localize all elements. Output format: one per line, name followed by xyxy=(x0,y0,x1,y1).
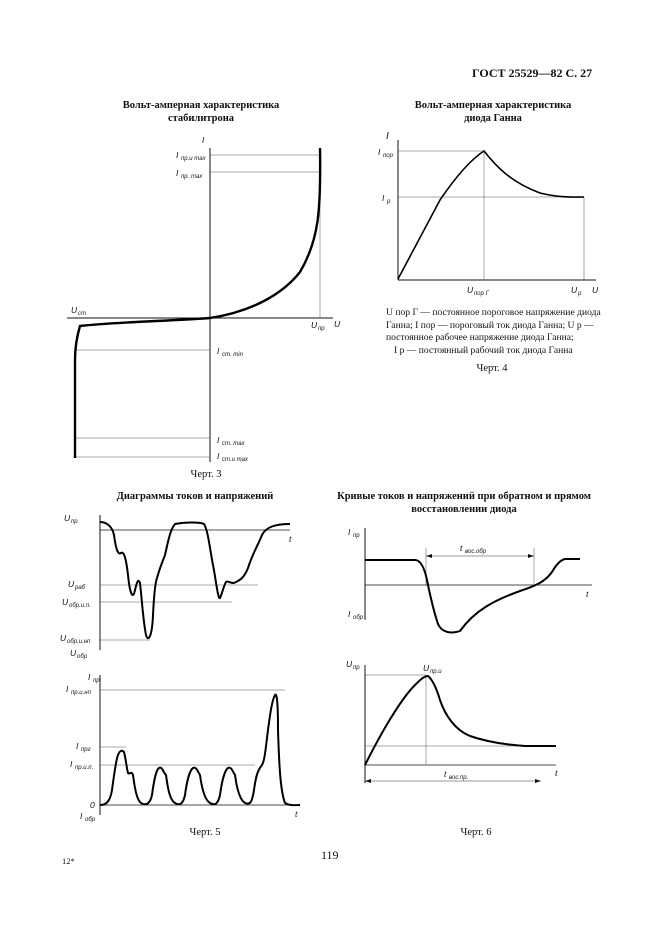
fig4-legend-line2: Ганна; I пор — пороговый ток диода Ганна; U р — xyxy=(386,319,594,331)
fig4-caption: Черт. 4 xyxy=(476,363,508,374)
fig4-label-ipor: I xyxy=(378,147,381,157)
fig4-title-line2: диода Ганна xyxy=(464,113,522,124)
fig6-label-tvosobr-sub: вос.обр xyxy=(465,549,487,555)
fig4-legend-line1: U пор Г — постоянное пороговое напряжение диода xyxy=(386,307,601,318)
fig6-tvospr-arrow-right xyxy=(535,779,541,783)
fig6-voltage-curve xyxy=(365,676,556,765)
fig6-label-t2: t xyxy=(555,768,558,778)
fig3-label-ust-sub: ст xyxy=(78,311,86,317)
fig5-label-iprip: I xyxy=(70,759,73,769)
fig5-label-t: t xyxy=(289,534,292,544)
fig5-current-voltage-diagrams xyxy=(55,505,310,825)
fig3-caption: Черт. 3 xyxy=(190,469,222,480)
fig5-label-urab-sub: раб xyxy=(75,585,86,591)
fig6-label-ipr: I xyxy=(348,527,351,537)
fig6-title-line2: восстановлении диода xyxy=(411,504,517,515)
fig5-label-upr-sub: пр xyxy=(71,519,78,525)
fig5-voltage-curve xyxy=(100,522,290,638)
fig3-label-istimax: I xyxy=(217,451,220,461)
fig5-label-iprinp-sub: пр.и.нп xyxy=(71,690,91,696)
fig5-label-iprg: I xyxy=(76,741,79,751)
fig6-label-tvospr: t xyxy=(444,769,447,779)
fig3-label-istmax: I xyxy=(217,435,220,445)
fig4-label-ip-sub: р xyxy=(387,199,391,205)
fig5-label-t2: t xyxy=(295,809,298,819)
fig5-label-uobrinp: U xyxy=(60,633,67,643)
fig5-label-ipr-sub: пр xyxy=(93,678,100,684)
fig4-title xyxy=(388,99,598,125)
fig3-title-line1: Вольт-амперная характеристика xyxy=(122,100,280,111)
fig3-label-iprimax: I xyxy=(176,150,179,160)
fig3-label-upr: U xyxy=(311,320,318,330)
fig6-recovery-curves-diagram xyxy=(330,515,600,815)
fig6-label-iobr-sub: обр xyxy=(353,615,364,621)
fig3-label-i: I xyxy=(202,135,205,145)
fig5-label-iobr: I xyxy=(80,811,83,821)
fig5-caption: Черт. 5 xyxy=(189,827,221,838)
fig6-label-tvosobr: t xyxy=(460,543,463,553)
fig6-tvosobr-arrow-right xyxy=(528,554,534,558)
fig6-label-upri: U xyxy=(423,663,430,673)
fig6-label-upr-sub: пр xyxy=(353,665,360,671)
fig4-legend-line3: постоянное рабочее напряжение диода Ганна; xyxy=(386,332,574,344)
fig4-label-up-sub: р xyxy=(578,291,582,297)
fig6-caption: Черт. 6 xyxy=(460,827,492,838)
fig3-title-line2: стабилитрона xyxy=(167,113,235,124)
fig3-label-iprmax: I xyxy=(176,168,179,178)
fig5-label-iprinp: I xyxy=(66,684,69,694)
fig5-label-urab: U xyxy=(68,579,75,589)
fig4-label-uporg-sub: пор Г xyxy=(474,291,489,297)
fig4-label-u: U xyxy=(592,285,599,295)
fig4-iv-curve xyxy=(398,151,584,279)
fig5-label-uobrip: U xyxy=(62,597,69,607)
fig5-label-ipr: I xyxy=(88,672,91,682)
fig6-label-upri-sub: пр.и xyxy=(430,669,442,675)
page-number: 119 xyxy=(321,848,339,862)
fig6-label-iobr: I xyxy=(348,609,351,619)
fig3-label-istmin: I xyxy=(217,346,220,356)
page-header: ГОСТ 25529—82 С. 27 xyxy=(472,66,593,80)
fig5-label-upr: U xyxy=(64,513,71,523)
fig5-label-uobrip-sub: обр.и.п. xyxy=(69,603,91,609)
fig4-legend xyxy=(386,307,601,357)
fig4-label-i: I xyxy=(386,131,389,142)
fig3-label-u: U xyxy=(334,319,341,329)
fig5-label-iprg-sub: прг xyxy=(81,747,91,753)
fig4-legend-line4: I р — постоянный рабочий ток диода Ганна xyxy=(394,344,573,356)
fig5-label-iobr-sub: обр xyxy=(85,817,96,823)
fig5-current-curve xyxy=(100,695,300,806)
fig6-label-ipr-sub: пр xyxy=(353,533,360,539)
fig5-label-uobr: U xyxy=(70,648,77,658)
fig3-label-iprmax-sub: пр. max xyxy=(181,174,203,180)
fig3-zener-iv-diagram xyxy=(60,130,350,470)
fig6-title xyxy=(326,490,602,516)
fig4-gunn-diode-iv-diagram xyxy=(360,125,610,300)
fig6-title-line1: Кривые токов и напряжений при обратном и прямом xyxy=(337,491,591,502)
fig3-label-istmin-sub: ст. min xyxy=(222,352,243,358)
fig4-label-ip: I xyxy=(382,193,385,203)
fig5-label-iprip-sub: пр.и.п. xyxy=(75,765,94,771)
fig6-label-t: t xyxy=(586,589,589,599)
fig3-label-iprimax-sub: пр.и max xyxy=(181,156,206,162)
fig4-label-ipor-sub: пор xyxy=(383,153,393,159)
fig3-label-upr-sub: пр xyxy=(318,326,325,332)
fig3-label-istmax-sub: ст. max xyxy=(222,441,245,447)
fig4-title-line1: Вольт-амперная характеристика xyxy=(414,100,572,111)
fig6-tvosobr-arrow-left xyxy=(426,554,432,558)
fig6-tvospr-arrow-left xyxy=(365,779,371,783)
fig6-label-tvospr-sub: вос.пр. xyxy=(449,775,469,781)
fig3-title xyxy=(96,99,306,125)
fig3-iv-curve xyxy=(75,148,320,458)
fig6-current-curve xyxy=(365,559,580,633)
fig6-label-upr: U xyxy=(346,659,353,669)
fig4-label-uporg: U xyxy=(467,285,474,295)
fig5-label-uobr-sub: обр xyxy=(77,654,88,660)
fig3-label-istimax-sub: ст.и max xyxy=(222,457,248,463)
fig3-label-ust: U xyxy=(71,305,78,315)
fig5-label-zero: 0 xyxy=(90,800,95,810)
footnote-signature: 12* xyxy=(62,856,75,866)
fig4-label-up: U xyxy=(571,285,578,295)
fig5-title: Диаграммы токов и напряжений xyxy=(116,491,274,502)
fig5-label-uobrinp-sub: обр.и.нп xyxy=(67,639,91,645)
